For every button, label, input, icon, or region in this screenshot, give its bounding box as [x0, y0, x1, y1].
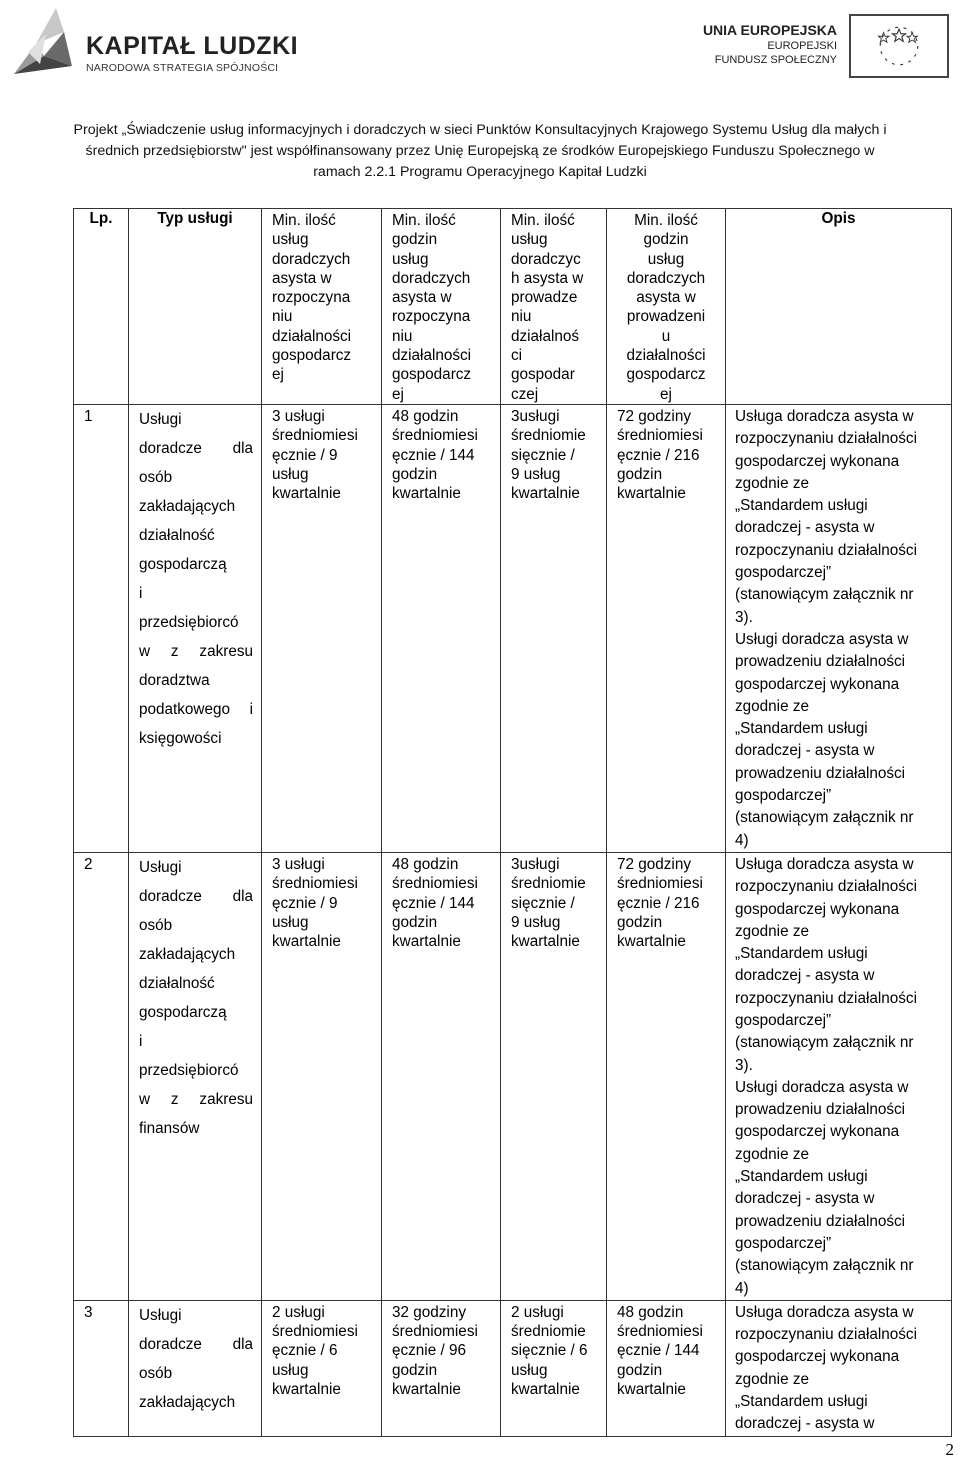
- cell-line: 9 usług: [511, 913, 561, 931]
- cell-line: Usługi doradcza asysta w: [735, 1078, 909, 1096]
- cell-line: doradczej - asysta w: [735, 1415, 875, 1433]
- cell-line: zakładających: [139, 497, 236, 515]
- cell-line: Min. ilość: [634, 212, 698, 229]
- cell-line: niu: [511, 308, 532, 326]
- header-col4: [382, 209, 501, 405]
- cell-line: ci: [511, 347, 523, 365]
- row-c6: [607, 852, 726, 1300]
- cell-line: działalnoś: [511, 327, 580, 345]
- header-col5: [501, 209, 607, 405]
- cell-line: średniomiesi: [272, 1323, 358, 1341]
- cell-line: godzin: [392, 465, 438, 483]
- row-lp: 1: [74, 404, 129, 852]
- cell-line: ęcznie / 9: [272, 894, 338, 912]
- cell-line: godzin: [392, 231, 438, 249]
- cell-line: Usługa doradcza asysta w: [735, 1303, 914, 1321]
- cell-line: prowadzeni: [626, 308, 706, 326]
- cell-line: doradztwa: [139, 671, 210, 689]
- cell-line: ęcznie / 9: [272, 446, 338, 464]
- cell-line: asysta w: [392, 289, 452, 307]
- cell-line: gospodarczej wykonana: [735, 900, 900, 918]
- cell-line: zgodnie ze: [735, 922, 809, 940]
- cell-line: średniomiesi: [617, 427, 703, 445]
- cell-line: Usługi: [139, 1306, 182, 1324]
- cell-line: rozpoczynaniu działalności: [735, 989, 917, 1007]
- cell-line: Usługi: [139, 410, 182, 428]
- cell-line: 48 godzin: [392, 407, 459, 425]
- table-row: [74, 1300, 952, 1436]
- cell-line: „Standardem usługi: [735, 497, 868, 515]
- cell-line: „Standardem usługi: [735, 1168, 868, 1186]
- cell-line: 3usługi: [511, 855, 560, 873]
- row-c6: [607, 1300, 726, 1436]
- cell-line: usług: [511, 1361, 548, 1379]
- cell-line: w z zakresu: [139, 1090, 253, 1108]
- cell-line: 9 usług: [511, 465, 561, 483]
- cell-line: rozpoczyna: [272, 289, 351, 307]
- cell-line: ęcznie / 144: [617, 1342, 700, 1360]
- logo-title: KAPITAŁ LUDZKI: [86, 32, 299, 60]
- cell-line: prowadzeniu działalności: [735, 653, 906, 671]
- cell-line: „Standardem usługi: [735, 1393, 868, 1411]
- cell-line: doradcze dla: [139, 1335, 253, 1353]
- cell-line: prowadzeniu działalności: [735, 1101, 906, 1119]
- cell-line: kwartalnie: [272, 933, 341, 951]
- eu-line3: FUNDUSZ SPOŁECZNY: [714, 54, 837, 66]
- cell-line: średniomiesi: [392, 875, 478, 893]
- row-c5: [501, 852, 607, 1300]
- cell-line: (stanowiącym załącznik nr: [735, 1034, 914, 1052]
- cell-line: Usługi: [139, 858, 182, 876]
- cell-line: sięcznie /: [511, 894, 575, 912]
- cell-line: osób: [139, 916, 173, 934]
- cell-line: (stanowiącym załącznik nr: [735, 586, 914, 604]
- table-header-row: [74, 209, 952, 405]
- cell-line: gospodarcz: [626, 366, 706, 384]
- row-c3: [262, 404, 382, 852]
- cell-line: gospodarczą: [139, 555, 227, 573]
- cell-line: (stanowiącym załącznik nr: [735, 1257, 914, 1275]
- cell-line: kwartalnie: [392, 933, 461, 951]
- cell-line: godzin: [392, 1361, 438, 1379]
- cell-line: przedsiębiorcó: [139, 613, 239, 631]
- cell-line: ej: [272, 366, 284, 384]
- row-c3: [262, 1300, 382, 1436]
- cell-line: kwartalnie: [392, 485, 461, 503]
- logo-subtitle: NARODOWA STRATEGIA SPÓJNOŚCI: [86, 62, 279, 74]
- row-type: [129, 404, 262, 852]
- cell-line: Min. ilość: [392, 212, 456, 229]
- cell-line: księgowości: [139, 729, 222, 747]
- cell-line: gospodarczej”: [735, 564, 832, 582]
- row-c5: [501, 1300, 607, 1436]
- cell-line: podatkowego i: [139, 700, 253, 718]
- cell-line: godzin: [617, 913, 663, 931]
- cell-line: rozpoczynaniu działalności: [735, 430, 917, 448]
- cell-line: gospodarczej”: [735, 787, 832, 805]
- cell-line: średniomiesi: [272, 875, 358, 893]
- cell-line: czej: [511, 385, 539, 403]
- cell-line: kwartalnie: [272, 1381, 341, 1399]
- row-opis: [726, 1300, 952, 1436]
- cell-line: w z zakresu: [139, 642, 253, 660]
- cell-line: i: [139, 584, 143, 602]
- cell-line: 3usługi: [511, 407, 560, 425]
- cell-line: „Standardem usługi: [735, 945, 868, 963]
- row-c4: [382, 852, 501, 1300]
- header-line-2: średnich przedsiębiorstw" jest współfinansowany przez Unię Europejską ze środków Europejskiego Funduszu Społecznego w: [85, 143, 875, 159]
- row-opis: [726, 404, 952, 852]
- cell-line: usług: [647, 250, 685, 268]
- cell-line: usług: [272, 231, 309, 249]
- cell-line: prowadze: [511, 289, 578, 307]
- cell-line: kwartalnie: [511, 933, 580, 951]
- cell-line: 72 godziny: [617, 407, 691, 425]
- cell-line: średniomiesi: [617, 875, 703, 893]
- cell-line: gospodarczej wykonana: [735, 1348, 900, 1366]
- cell-line: Min. ilość: [272, 212, 336, 229]
- cell-line: ęcznie / 144: [392, 446, 475, 464]
- cell-line: ej: [392, 385, 404, 403]
- cell-line: i: [139, 1032, 143, 1050]
- cell-line: 2 usługi: [511, 1303, 564, 1321]
- cell-line: gospodarcz: [392, 366, 472, 384]
- row-type: [129, 1300, 262, 1436]
- cell-line: doradczych: [272, 250, 351, 268]
- row-type: [129, 852, 262, 1300]
- cell-line: kwartalnie: [272, 485, 341, 503]
- cell-line: (stanowiącym załącznik nr: [735, 809, 914, 827]
- cell-line: doradcze dla: [139, 439, 253, 457]
- cell-line: usług: [272, 913, 309, 931]
- cell-line: 48 godzin: [617, 1303, 684, 1321]
- cell-line: średniomie: [511, 1323, 586, 1341]
- cell-line: godzin: [392, 913, 438, 931]
- cell-line: kwartalnie: [511, 1381, 580, 1399]
- cell-line: prowadzeniu działalności: [735, 1212, 906, 1230]
- row-c3: [262, 852, 382, 1300]
- cell-line: zakładających: [139, 945, 236, 963]
- header-type: Typ usługi: [129, 209, 262, 405]
- cell-line: ęcznie / 6: [272, 1342, 338, 1360]
- kapital-ludzki-emblem-icon: [6, 4, 76, 76]
- cell-line: 4): [735, 1279, 749, 1297]
- kapital-ludzki-logo: [6, 4, 306, 80]
- services-table: [73, 208, 952, 1437]
- cell-line: działalności: [392, 347, 472, 365]
- cell-line: kwartalnie: [511, 485, 580, 503]
- cell-line: ęcznie / 216: [617, 446, 700, 464]
- cell-line: usług: [272, 1361, 309, 1379]
- cell-line: 48 godzin: [392, 855, 459, 873]
- cell-line: prowadzeniu działalności: [735, 764, 906, 782]
- cell-line: gospodarczej”: [735, 1234, 832, 1252]
- cell-line: średniomiesi: [392, 427, 478, 445]
- cell-line: gospodarczej wykonana: [735, 675, 900, 693]
- cell-line: doradczej - asysta w: [735, 742, 875, 760]
- cell-line: 3).: [735, 608, 753, 626]
- header-line-3: ramach 2.2.1 Programu Operacyjnego Kapitał Ludzki: [313, 164, 647, 180]
- cell-line: gospodarczą: [139, 1003, 227, 1021]
- cell-line: gospodarcz: [272, 347, 352, 365]
- cell-line: osób: [139, 1364, 173, 1382]
- cell-line: doradcze dla: [139, 887, 253, 905]
- cell-line: średniomie: [511, 427, 586, 445]
- cell-line: działalność: [139, 974, 215, 992]
- cell-line: przedsiębiorcó: [139, 1061, 239, 1079]
- cell-line: usług: [392, 250, 429, 268]
- cell-line: rozpoczyna: [392, 308, 471, 326]
- cell-line: Min. ilość: [511, 212, 575, 229]
- table-row: [74, 852, 952, 1300]
- cell-line: kwartalnie: [617, 1381, 686, 1399]
- header-col6: [607, 209, 726, 405]
- cell-line: finansów: [139, 1119, 200, 1137]
- cell-line: usług: [511, 231, 548, 249]
- cell-line: zakładających: [139, 1393, 236, 1411]
- cell-line: „Standardem usługi: [735, 720, 868, 738]
- cell-line: asysta w: [272, 269, 332, 287]
- cell-line: asysta w: [636, 289, 696, 307]
- cell-line: zgodnie ze: [735, 697, 809, 715]
- cell-line: niu: [392, 327, 413, 345]
- eu-logo: [700, 14, 955, 80]
- cell-line: 3 usługi: [272, 407, 325, 425]
- cell-line: działalność: [139, 526, 215, 544]
- cell-line: 4): [735, 831, 749, 849]
- cell-line: doradczych: [626, 269, 706, 287]
- cell-line: rozpoczynaniu działalności: [735, 1326, 917, 1344]
- cell-line: ęcznie / 96: [392, 1342, 466, 1360]
- cell-line: rozpoczynaniu działalności: [735, 541, 917, 559]
- cell-line: usług: [272, 465, 309, 483]
- cell-line: średniomiesi: [392, 1323, 478, 1341]
- row-opis: [726, 852, 952, 1300]
- cell-line: Usługa doradcza asysta w: [735, 407, 914, 425]
- cell-line: kwartalnie: [392, 1381, 461, 1399]
- cell-line: zgodnie ze: [735, 1370, 809, 1388]
- eu-line2: EUROPEJSKI: [767, 40, 837, 52]
- cell-line: osób: [139, 468, 173, 486]
- cell-line: doradczych: [392, 269, 471, 287]
- row-c5: [501, 404, 607, 852]
- row-lp: 2: [74, 852, 129, 1300]
- header-opis: Opis: [726, 209, 952, 405]
- cell-line: 3).: [735, 1056, 753, 1074]
- cell-line: 32 godziny: [392, 1303, 466, 1321]
- header-lp: Lp.: [74, 209, 129, 405]
- project-header: [0, 120, 960, 183]
- cell-line: Usługi doradcza asysta w: [735, 630, 909, 648]
- cell-line: zgodnie ze: [735, 474, 809, 492]
- cell-line: średniomiesi: [617, 1323, 703, 1341]
- cell-line: 2 usługi: [272, 1303, 325, 1321]
- cell-line: doradczyc: [511, 250, 581, 268]
- table-row: [74, 404, 952, 852]
- cell-line: 3 usługi: [272, 855, 325, 873]
- cell-line: godzin: [643, 231, 689, 249]
- cell-line: doradczej - asysta w: [735, 967, 875, 985]
- cell-line: średniomie: [511, 875, 586, 893]
- eu-flag-icon: [849, 14, 949, 78]
- page-number: 2: [945, 1440, 954, 1459]
- row-lp: 3: [74, 1300, 129, 1436]
- cell-line: ęcznie / 144: [392, 894, 475, 912]
- cell-line: gospodarczej wykonana: [735, 452, 900, 470]
- cell-line: doradczej - asysta w: [735, 1190, 875, 1208]
- cell-line: zgodnie ze: [735, 1145, 809, 1163]
- cell-line: kwartalnie: [617, 933, 686, 951]
- row-c4: [382, 1300, 501, 1436]
- cell-line: rozpoczynaniu działalności: [735, 878, 917, 896]
- cell-line: godzin: [617, 1361, 663, 1379]
- cell-line: h asysta w: [511, 269, 584, 287]
- cell-line: działalności: [626, 347, 706, 365]
- cell-line: sięcznie / 6: [511, 1342, 588, 1360]
- cell-line: 72 godziny: [617, 855, 691, 873]
- cell-line: u: [661, 327, 671, 345]
- eu-line1: UNIA EUROPEJSKA: [702, 22, 837, 38]
- cell-line: kwartalnie: [617, 485, 686, 503]
- cell-line: godzin: [617, 465, 663, 483]
- row-c4: [382, 404, 501, 852]
- cell-line: działalności: [272, 327, 352, 345]
- row-c6: [607, 404, 726, 852]
- cell-line: Usługa doradcza asysta w: [735, 855, 914, 873]
- cell-line: średniomiesi: [272, 427, 358, 445]
- header-col3: [262, 209, 382, 405]
- cell-line: niu: [272, 308, 293, 326]
- cell-line: gospodarczej wykonana: [735, 1123, 900, 1141]
- header-line-1: Projekt „Świadczenie usług informacyjnych i doradczych w sieci Punktów Konsultacyjnych Krajowego Systemu Usług dla małych i: [73, 122, 887, 138]
- cell-line: doradczej - asysta w: [735, 519, 875, 537]
- cell-line: gospodar: [511, 366, 575, 384]
- cell-line: sięcznie /: [511, 446, 575, 464]
- cell-line: ęcznie / 216: [617, 894, 700, 912]
- cell-line: ej: [660, 385, 672, 403]
- cell-line: gospodarczej”: [735, 1011, 832, 1029]
